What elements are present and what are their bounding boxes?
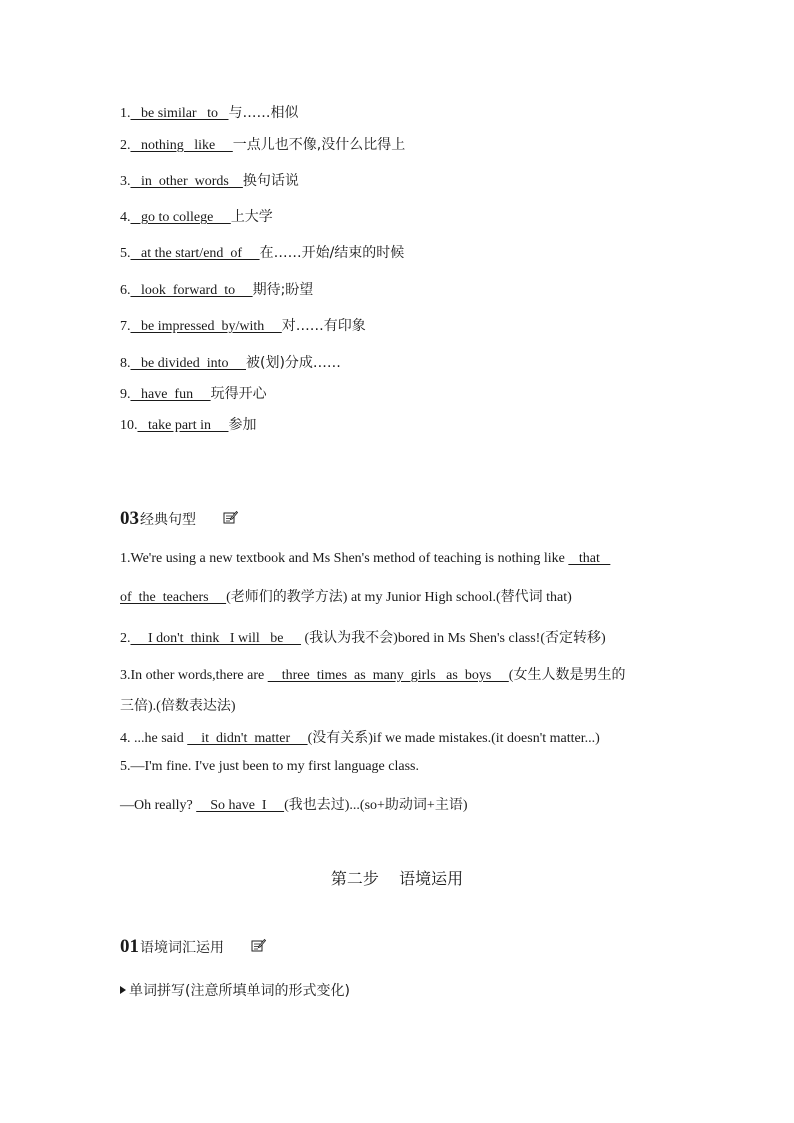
phrase-item: 1. be similar to 与……相似 bbox=[120, 105, 299, 121]
pencil-notepad-icon bbox=[222, 509, 238, 525]
phrase-item: 2. nothing like 一点儿也不像,没什么比得上 bbox=[120, 137, 406, 153]
answer-blank: nothing like bbox=[130, 138, 233, 153]
phrase-item: 7. be impressed by/with 对……有印象 bbox=[120, 318, 366, 334]
answer-blank: of the teachers bbox=[120, 590, 227, 605]
instruction-bullet: 单词拼写(注意所填单词的形式变化) bbox=[120, 980, 350, 1000]
phrase-item: 10. take part in 参加 bbox=[120, 417, 257, 433]
sentence-5: 5.—I'm fine. I've just been to my first language class. bbox=[120, 759, 419, 774]
answer-blank: that bbox=[568, 551, 611, 566]
answer-blank: be divided into bbox=[130, 356, 246, 371]
answer-blank: So have I bbox=[196, 798, 285, 813]
phrase-item: 9. have fun 玩得开心 bbox=[120, 386, 267, 402]
answer-blank: be impressed by/with bbox=[130, 319, 282, 334]
answer-blank: I don't think I will be bbox=[130, 631, 302, 646]
answer-blank: go to college bbox=[130, 210, 231, 225]
sentence-2: 2. I don't think I will be (我认为我不会)bored in Ms Shen's class!(否定转移) bbox=[120, 631, 606, 646]
sentence-1-cont: of the teachers (老师们的教学方法) at my Junior High school.(替代词 that) bbox=[120, 590, 572, 605]
answer-blank: three times as many girls as boys bbox=[267, 668, 509, 683]
sentence-3-cont: 三倍).(倍数表达法) bbox=[120, 699, 236, 714]
pencil-notepad-icon bbox=[250, 937, 266, 953]
answer-blank: at the start/end of bbox=[130, 246, 260, 261]
phrase-item: 8. be divided into 被(划)分成…… bbox=[120, 355, 341, 371]
phrase-item: 3. in other words 换句话说 bbox=[120, 173, 299, 189]
answer-blank: in other words bbox=[130, 174, 243, 189]
phrase-item: 5. at the start/end of 在……开始/结束的时候 bbox=[120, 245, 405, 261]
phrase-item: 6. look forward to 期待;盼望 bbox=[120, 282, 314, 298]
answer-blank: have fun bbox=[130, 387, 211, 402]
answer-blank: it didn't matter bbox=[187, 731, 308, 746]
answer-blank: be similar to bbox=[130, 106, 229, 121]
sentence-1: 1.We're using a new textbook and Ms Shen's method of teaching is nothing like that bbox=[120, 551, 611, 566]
answer-blank: take part in bbox=[137, 418, 229, 433]
sentence-3: 3.In other words,there are three times as many girls as boys (女生人数是男生的 bbox=[120, 668, 626, 683]
section-heading-03: 03经典句型 bbox=[120, 508, 238, 530]
phrase-item: 4. go to college 上大学 bbox=[120, 209, 273, 225]
triangle-bullet-icon bbox=[120, 986, 126, 994]
answer-blank: look forward to bbox=[130, 283, 253, 298]
sentence-4: 4. ...he said it didn't matter (没有关系)if we made mistakes.(it doesn't matter...) bbox=[120, 731, 600, 746]
sentence-5-reply: —Oh really? So have I (我也去过)...(so+助动词+主语) bbox=[120, 798, 468, 813]
step-title: 第二步 语境运用 bbox=[330, 869, 464, 888]
section-heading-01: 01语境词汇运用 bbox=[120, 936, 266, 958]
